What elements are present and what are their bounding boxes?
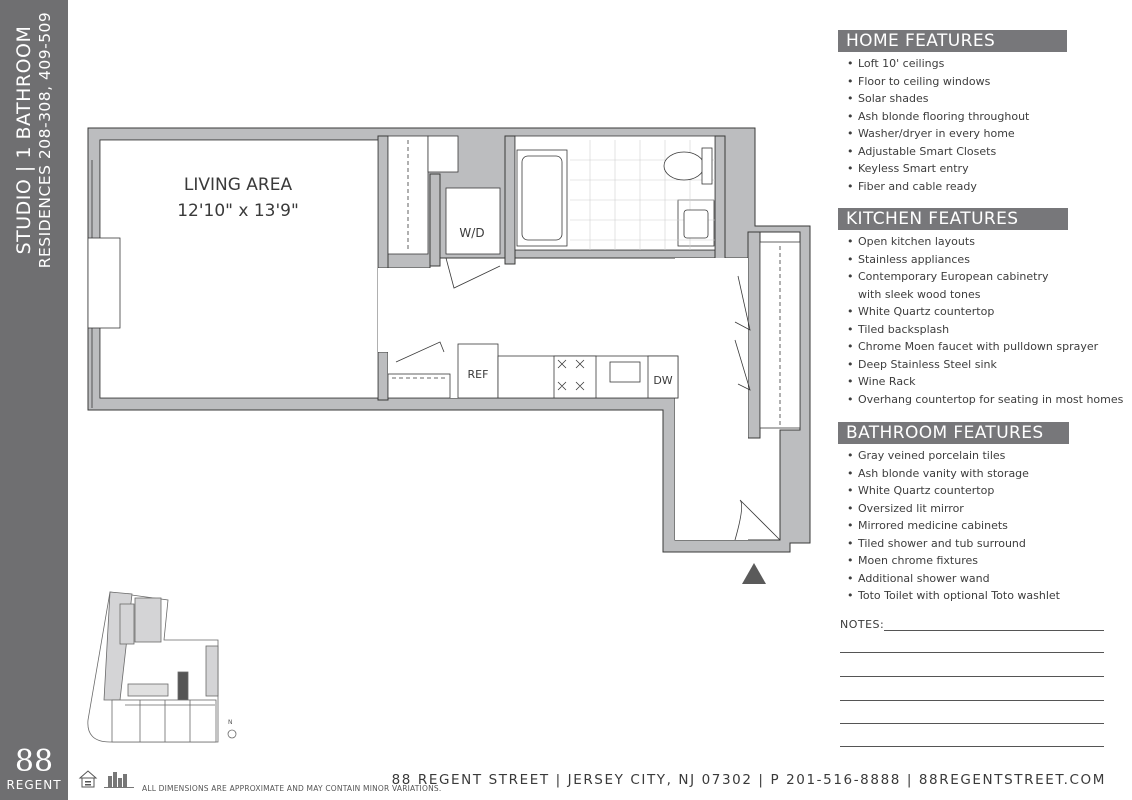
kitchen-features-header: KITCHEN FEATURES	[838, 208, 1068, 230]
feature-item	[838, 55, 1128, 73]
feature-item	[838, 535, 1128, 553]
feature-item	[838, 251, 1128, 269]
feature-text: Deep Stainless Steel sink	[858, 357, 997, 371]
living-area-dims: 12'10" x 13'9"	[177, 201, 299, 221]
sink	[610, 362, 640, 382]
residences-label: RESIDENCES 208-308, 409-509	[36, 11, 54, 269]
feature-text: Chrome Moen faucet with pulldown sprayer	[858, 340, 1099, 353]
feature-text: Ash blonde vanity with storage	[858, 466, 1029, 480]
bathroom-features-section	[838, 422, 1128, 605]
bathroom-features-header: BATHROOM FEATURES	[838, 422, 1069, 444]
feature-item	[838, 73, 1128, 91]
entry-floor	[675, 258, 748, 540]
bullet-icon: •	[847, 501, 854, 515]
feature-text: Solar shades	[858, 92, 929, 105]
feature-item	[838, 303, 1128, 321]
feature-text: Moen chrome fixtures	[858, 554, 978, 567]
feature-item	[838, 90, 1128, 108]
feature-item	[838, 356, 1128, 374]
equal-housing-icon	[80, 771, 96, 778]
bullet-icon: •	[847, 179, 854, 193]
building-icon	[104, 772, 134, 788]
equal-housing-logo	[78, 768, 140, 792]
bullet-icon: •	[847, 252, 854, 266]
kitchen-wall	[378, 352, 388, 400]
living-area-label: LIVING AREA	[183, 175, 293, 195]
feature-item	[838, 108, 1128, 126]
feature-item	[838, 570, 1128, 588]
bullet-icon: •	[847, 536, 854, 550]
feature-item	[838, 125, 1128, 143]
bullet-icon: •	[847, 109, 854, 123]
notes-label: NOTES:	[840, 618, 885, 631]
feature-item	[838, 268, 1128, 286]
feature-text: Floor to ceiling windows	[858, 74, 991, 88]
feature-text: with sleek wood tones	[858, 287, 981, 301]
wd-wall	[430, 174, 440, 266]
feature-text: White Quartz countertop	[858, 484, 995, 497]
feature-text: White Quartz countertop	[858, 305, 995, 318]
closet-shelf	[428, 136, 458, 172]
feature-text: Wine Rack	[858, 375, 916, 388]
bullet-icon: •	[847, 74, 854, 88]
bullet-icon: •	[847, 392, 854, 406]
washer-dryer-label: W/D	[459, 226, 485, 240]
feature-item	[838, 517, 1128, 535]
bullet-icon: •	[847, 270, 854, 283]
feature-text: Washer/dryer in every home	[858, 127, 1015, 140]
notes-line	[840, 676, 1104, 677]
feature-item	[838, 391, 1128, 409]
feature-item	[838, 286, 1128, 304]
bullet-icon: •	[847, 571, 854, 585]
feature-text: Mirrored medicine cabinets	[858, 519, 1008, 532]
bullet-icon: •	[847, 357, 854, 371]
feature-item	[838, 465, 1128, 483]
bullet-icon: •	[847, 340, 854, 353]
entry-wall	[748, 232, 760, 438]
bullet-icon: •	[847, 519, 854, 532]
key-plan-north: N	[228, 719, 233, 726]
disclaimer: ALL DIMENSIONS ARE APPROXIMATE AND MAY CONTAIN MINOR VARIATIONS.	[142, 784, 442, 793]
feature-item	[838, 338, 1128, 356]
feature-item	[838, 373, 1128, 391]
footer-address: 88 REGENT STREET | JERSEY CITY, NJ 07302 | P 201-516-8888 | 88REGENTSTREET.COM	[391, 772, 1106, 788]
home-features-header: HOME FEATURES	[838, 30, 1067, 52]
feature-text: Stainless appliances	[858, 252, 970, 266]
feature-item	[838, 233, 1128, 251]
entry-arrow-icon	[742, 563, 766, 584]
closet-wall	[378, 136, 388, 268]
feature-text: Tiled backsplash	[858, 322, 950, 336]
home-features-list	[838, 55, 1128, 195]
bathroom-features-list	[838, 447, 1128, 605]
feature-text: Ash blonde flooring throughout	[858, 109, 1030, 123]
feature-text: Tiled shower and tub surround	[858, 536, 1026, 550]
notes-line	[840, 652, 1104, 653]
toilet	[664, 152, 704, 180]
feature-text: Oversized lit mirror	[858, 501, 964, 515]
feature-text: Gray veined porcelain tiles	[858, 449, 1006, 462]
feature-text: Open kitchen layouts	[858, 235, 975, 248]
bathtub-inner	[522, 156, 562, 240]
home-features-section	[838, 30, 1128, 195]
feature-item	[838, 500, 1128, 518]
window-panel	[88, 238, 120, 328]
feature-item	[838, 587, 1128, 605]
bullet-icon: •	[847, 322, 854, 336]
closet	[388, 136, 428, 254]
bath-wall-right	[715, 136, 725, 262]
feature-item	[838, 447, 1128, 465]
feature-item	[838, 160, 1128, 178]
bullet-icon: •	[847, 589, 854, 602]
dishwasher-label: DW	[653, 374, 673, 387]
bullet-icon: •	[847, 554, 854, 567]
bullet-icon: •	[847, 484, 854, 497]
bullet-icon: •	[847, 305, 854, 318]
notes-line	[840, 746, 1104, 747]
key-plan	[88, 592, 236, 742]
unit-type-label: STUDIO | 1 BATHROOM	[13, 25, 35, 255]
feature-item	[838, 321, 1128, 339]
feature-text: Additional shower wand	[858, 571, 990, 585]
feature-text: Toto Toilet with optional Toto washlet	[858, 589, 1060, 602]
bullet-icon: •	[847, 466, 854, 480]
bullet-icon: •	[847, 235, 854, 248]
feature-item	[838, 552, 1128, 570]
kitchen-features-list	[838, 233, 1128, 408]
bath-wall-bottom	[515, 250, 715, 258]
feature-text: Adjustable Smart Closets	[858, 144, 997, 158]
bullet-icon: •	[847, 57, 854, 70]
feature-text: Fiber and cable ready	[858, 179, 977, 193]
feature-text: Contemporary European cabinetry	[858, 270, 1049, 283]
bullet-icon: •	[847, 162, 854, 175]
feature-item	[838, 178, 1128, 196]
feature-text: Overhang countertop for seating in most homes	[858, 392, 1124, 406]
notes-line	[884, 630, 1104, 631]
feature-text: Loft 10' ceilings	[858, 57, 945, 70]
bullet-icon: •	[847, 144, 854, 158]
bullet-icon: •	[847, 449, 854, 462]
bullet-icon: •	[847, 92, 854, 105]
washer-dryer-box	[446, 188, 500, 254]
bath-wall-left	[505, 136, 515, 264]
feature-item	[838, 482, 1128, 500]
feature-text: Keyless Smart entry	[858, 162, 969, 175]
bullet-icon: •	[847, 375, 854, 388]
feature-item	[838, 143, 1128, 161]
notes-line	[840, 700, 1104, 701]
bullet-icon: •	[847, 127, 854, 140]
brand-name: REGENT	[6, 778, 62, 792]
pantry	[388, 374, 450, 398]
fridge-label: REF	[467, 368, 489, 381]
kitchen-features-section	[838, 208, 1128, 408]
brand-number: 88	[14, 744, 54, 779]
notes-line	[840, 723, 1104, 724]
